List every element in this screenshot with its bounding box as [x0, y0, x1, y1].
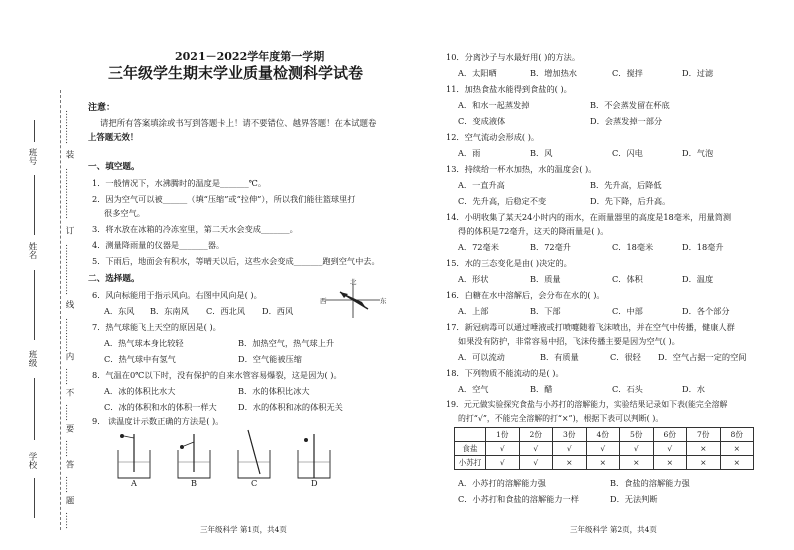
option-d: D．水 [682, 384, 705, 394]
table-cell: √ [486, 456, 520, 470]
option-b: B．东南风 [150, 306, 189, 316]
table-cell: √ [653, 442, 687, 456]
option-b: B．加热空气，热气球上升 [238, 338, 335, 348]
option-a: A．上部 [458, 306, 489, 316]
question-1: 1．一般情况下，水沸腾时的温度是_______℃。 [92, 178, 267, 188]
question-10: 10．分离沙子与水最好用( )的方法。 [446, 52, 581, 62]
option-a: A．一直升高 [458, 180, 505, 190]
option-d: D．西风 [262, 306, 294, 316]
table-header-cell: 8份 [720, 428, 754, 442]
table-header-cell: 1份 [486, 428, 520, 442]
option-c: C．体积 [612, 274, 643, 284]
seal-char: 不 [64, 388, 74, 397]
field-label-school: 学校 [27, 452, 37, 469]
option-b: B．下部 [530, 306, 561, 316]
seal-dots: …… [63, 404, 73, 421]
option-a: A．形状 [458, 274, 489, 284]
option-d: D．无法判断 [610, 494, 658, 504]
seal-dots: …… [63, 476, 73, 493]
option-a: A．东风 [104, 306, 135, 316]
table-header-cell: 6份 [653, 428, 687, 442]
option-d: D．气泡 [682, 148, 714, 158]
compass-north-label: 北 [350, 278, 357, 286]
seal-char: 订 [64, 226, 74, 235]
table-cell: × [687, 442, 721, 456]
option-d: D．温度 [682, 274, 714, 284]
table-header-cell: 2份 [519, 428, 553, 442]
option-b: B．水的体积比冰大 [238, 386, 310, 396]
option-c: C．石头 [612, 384, 643, 394]
question-17: 17．新冠病毒可以通过唾液或打喷嚏随着飞沫喷出，并在空气中传播，健康人群 [446, 322, 735, 332]
exam-title: 三年级学生期末学业质量检测科学试卷 [108, 64, 364, 82]
option-d: D．水的体积和冰的体积无关 [238, 402, 343, 412]
question-3: 3．将水放在冰箱的冷冻室里，第二天水会变成_______。 [92, 224, 298, 234]
table-cell: √ [519, 456, 553, 470]
option-a: A．和水一起蒸发掉 [458, 100, 530, 110]
table-row [455, 442, 754, 456]
question-6: 6．风向标能用于指示风向。右图中风向是( )。 [92, 290, 262, 300]
table-header-cell: 3份 [553, 428, 587, 442]
option-d: D．空气能被压缩 [238, 354, 302, 364]
seal-dots: ………… [63, 110, 73, 144]
solubility-table [454, 427, 754, 470]
compass-east-label: 东 [380, 297, 387, 305]
field-label-name: 姓名 [27, 242, 37, 259]
option-d: D．会蒸发掉一部分 [590, 116, 663, 126]
option-c: C．小苏打和食盐的溶解能力一样 [458, 494, 579, 504]
section-heading-choice: 二、选择题。 [88, 274, 140, 284]
diagram-label-b: B [191, 478, 198, 488]
option-c: C．变成液体 [458, 116, 506, 126]
option-c: C．很轻 [610, 352, 641, 362]
option-b: B．先升高，后降低 [590, 180, 662, 190]
question-17-cont: 如果没有防护，非常容易中招，飞沫传播主要是因为空气( )。 [458, 336, 680, 346]
option-a: A．冰的体积比水大 [104, 386, 176, 396]
table-row [455, 456, 754, 470]
table-header-cell: 7份 [687, 428, 721, 442]
option-a: A．可以流动 [458, 352, 505, 362]
question-14: 14．小明收集了某天24小时内的雨水，在雨量器里的高度是18毫米，用量筒测 [446, 212, 732, 222]
option-c: C．西北风 [206, 306, 246, 316]
table-header-row [455, 428, 754, 442]
diagram-label-c: C [251, 478, 258, 488]
diagram-label-d: D [311, 478, 318, 488]
table-cell: × [720, 456, 754, 470]
question-19-cont: 的打“√”，不能完全溶解的打“×”)，根据下表可以判断( )。 [458, 414, 664, 423]
diagram-label-a: A [131, 478, 137, 488]
option-d: D．空气占据一定的空间 [658, 352, 747, 362]
seal-char: 装 [64, 150, 74, 159]
option-c: C．闪电 [612, 148, 643, 158]
compass-west-label: 西 [320, 297, 327, 305]
question-12: 12．空气流动会形成( )。 [446, 132, 540, 142]
option-c: C．先升高，后稳定不变 [458, 196, 547, 206]
table-cell: √ [553, 442, 587, 456]
option-c: C．18毫米 [612, 242, 654, 252]
question-7: 7．热气球能飞上天空的原因是( )。 [92, 322, 221, 332]
field-label-id: 班号 [27, 148, 37, 165]
option-d: D．各个部分 [682, 306, 730, 316]
option-a: A．雨 [458, 148, 481, 158]
table-cell: √ [519, 442, 553, 456]
table-cell: √ [586, 442, 620, 456]
question-8: 8．气温在0℃以下时，没有保护的自来水管容易爆裂，这是因为( )。 [92, 370, 342, 380]
question-2: 2．因为空气可以被______（填“压缩”或“拉伸”），所以我们能往篮球里打 [92, 194, 356, 204]
seal-dots: …… [63, 368, 73, 385]
notice-text: 上答题无效！ [88, 132, 139, 142]
question-9: 9． 读温度计示数正确的方法是( )。 [92, 416, 224, 426]
option-d: D．先下降，后升高。 [590, 196, 671, 206]
seal-char: 题 [64, 496, 74, 505]
seal-dots: ……………… [63, 168, 73, 219]
question-11: 11．加热食盐水能得到食盐的( )。 [446, 84, 572, 94]
seal-dots: …… [63, 440, 73, 457]
notice-text: 请把所有答案填涂或书写到答题卡上！请不要错位、越界答题！在本试题卷 [100, 118, 377, 128]
option-b: B．食盐的溶解能力强 [610, 478, 690, 488]
option-a: A．小苏打的溶解能力强 [458, 478, 546, 488]
option-b: B．有质量 [540, 352, 579, 362]
option-b: B．质量 [530, 274, 561, 284]
option-b: B．风 [530, 148, 553, 158]
seal-dots: ……………… [63, 244, 73, 295]
seal-dots: ………… [63, 318, 73, 352]
option-c: C．冰的体积和水的体积一样大 [104, 402, 217, 412]
thermometer-reading-diagram [110, 428, 410, 488]
option-b: B．增加热水 [530, 68, 577, 78]
question-16: 16．白糖在水中溶解后，会分布在水的( )。 [446, 290, 605, 300]
notice-heading: 注意： [88, 103, 116, 113]
option-a: A．热气球本身比较轻 [104, 338, 184, 348]
table-header-cell: 4份 [586, 428, 620, 442]
question-5: 5．下雨后，地面会有积水，等晴天以后，这些水会变成_______跑到空气中去。 [92, 256, 380, 266]
option-a: A．72毫米 [458, 242, 499, 252]
option-d: D．18毫升 [682, 242, 724, 252]
table-cell: × [687, 456, 721, 470]
question-2-cont: 很多空气。 [104, 208, 145, 218]
option-b: B．不会蒸发留在杯底 [590, 100, 670, 110]
option-a: A．太阳晒 [458, 68, 497, 78]
section-heading-fill: 一、填空题。 [88, 162, 140, 172]
question-15: 15．水的三态变化是由( )决定的。 [446, 258, 572, 268]
option-d: D．过滤 [682, 68, 714, 78]
option-c: C．中部 [612, 306, 643, 316]
table-cell: √ [620, 442, 654, 456]
seal-char: 答 [64, 460, 74, 469]
seal-char: 要 [64, 424, 74, 433]
question-4: 4．测量降雨量的仪器是_______器。 [92, 240, 225, 250]
table-cell: √ [486, 442, 520, 456]
question-18: 18．下列物质不能流动的是( )。 [446, 368, 564, 378]
table-cell: × [720, 442, 754, 456]
seal-char: 线 [64, 300, 74, 309]
question-14-cont: 得的体积是72毫升，这天的降雨量是( )。 [458, 226, 609, 236]
table-cell: × [620, 456, 654, 470]
page-footer: 三年级科学 第2页，共4页 [570, 525, 657, 534]
option-c: C．搅拌 [612, 68, 643, 78]
table-header-cell: 5份 [620, 428, 654, 442]
option-b: B．72毫升 [530, 242, 571, 252]
seal-dots: …… [63, 512, 73, 529]
option-c: C．热气球中有氢气 [104, 354, 176, 364]
option-b: B．醋 [530, 384, 553, 394]
field-label-class: 班级 [27, 350, 37, 367]
question-19: 19．元元做实验探究食盐与小苏打的溶解能力，实验结果记录如下表(能完全溶解 [446, 400, 728, 409]
school-year: 2021－2022学年度第一学期 [175, 50, 325, 63]
table-cell: × [586, 456, 620, 470]
question-13: 13．持续给一杯水加热，水的温度会( )。 [446, 164, 597, 174]
seal-char: 内 [64, 352, 74, 361]
option-a: A．空气 [458, 384, 489, 394]
table-cell: × [553, 456, 587, 470]
table-cell: × [653, 456, 687, 470]
page-footer: 三年级科学 第1页，共4页 [200, 525, 287, 534]
row-label: 食盐 [455, 442, 486, 456]
row-label: 小苏打 [455, 456, 486, 470]
